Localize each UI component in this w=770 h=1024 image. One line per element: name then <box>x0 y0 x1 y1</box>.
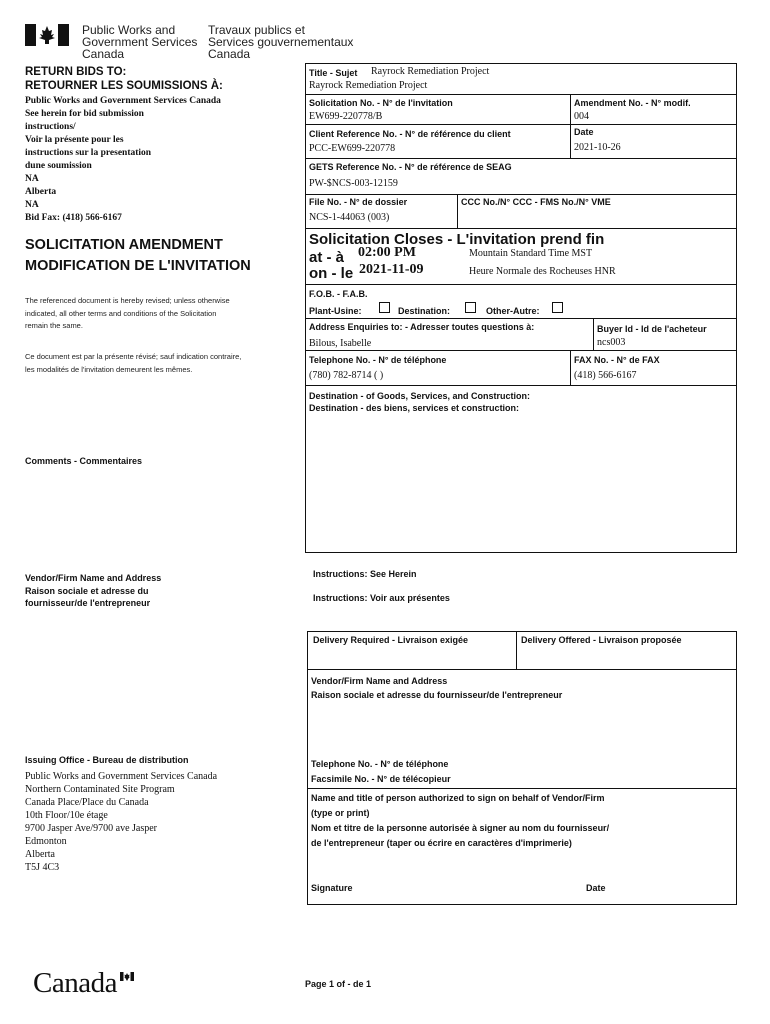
amendment-text-fr: Ce document est par la présente révisé; sauf indication contraire, les modalités de l'invitation demeurent les mêmes. <box>25 352 242 374</box>
amendment-number-label: Amendment No. - N° modif. <box>574 98 691 108</box>
issuing-office-address: Public Works and Government Services Canada Northern Contaminated Site Program Canada Place/Place du Canada 10th Floor/10e étage 9700 Jasper Ave/9700 ave Jasper Edmonton Alberta T5J 4C3 <box>25 771 218 873</box>
wordmark-flag-icon <box>120 968 134 977</box>
solicitation-closes-label: Solicitation Closes - L'invitation prend fin <box>309 231 605 248</box>
gets-reference-value: PW-$NCS-003-12159 <box>309 178 398 189</box>
vendor-facsimile-label: Facsimile No. - N° de télécopieur <box>311 774 451 784</box>
solicitation-number-value: EW699-220778/B <box>309 111 383 122</box>
other-autre-checkbox[interactable] <box>552 302 563 313</box>
vendor-firm-label: Vendor/Firm Name and Address Raison sociale et adresse du fournisseur/de l'entrepreneur <box>311 676 563 700</box>
gets-reference-label: GETS Reference No. - N° de référence de SEAG <box>309 162 512 172</box>
title-value: Rayrock Remediation Project <box>371 66 490 77</box>
timezone-en: Mountain Standard Time MST <box>469 248 593 259</box>
at-label: at - à <box>309 249 345 266</box>
timezone-fr: Heure Normale des Rocheuses HNR <box>469 266 616 277</box>
amendment-number-value: 004 <box>574 111 589 122</box>
instructions-fr: Instructions: Voir aux présentes <box>313 593 450 603</box>
page-number: Page 1 of - de 1 <box>305 979 372 989</box>
signature-label: Signature <box>311 883 353 893</box>
file-number-value: NCS-1-44063 (003) <box>309 212 390 223</box>
address-enquiries-label: Address Enquiries to: - Adresser toutes questions à: <box>309 322 535 332</box>
destination-label: Destination: <box>398 306 451 316</box>
return-bids-title: RETURN BIDS TO: RETOURNER LES SOUMISSIONS À: <box>25 66 223 92</box>
telephone-value: (780) 782-8714 ( ) <box>309 370 384 381</box>
issuing-office-label: Issuing Office - Bureau de distribution <box>25 755 189 765</box>
canada-wordmark-logo: Canada <box>33 967 117 999</box>
comments-label: Comments - Commentaires <box>25 456 143 466</box>
destination-goods-label: Destination - of Goods, Services, and Construction: Destination - des biens, services et construction: <box>309 391 531 413</box>
plant-usine-checkbox[interactable] <box>379 302 390 313</box>
plant-usine-label: Plant-Usine: <box>309 306 362 316</box>
title-label: Title - Sujet <box>309 68 358 78</box>
vendor-firm-label-left: Vendor/Firm Name and Address Raison sociale et adresse du fournisseur/de l'entrepreneur <box>25 573 162 608</box>
buyer-id-label: Buyer Id - Id de l'acheteur <box>597 324 707 334</box>
destination-checkbox[interactable] <box>465 302 476 313</box>
address-enquiries-value: Bilous, Isabelle <box>309 338 372 349</box>
buyer-id-value: ncs003 <box>597 337 626 348</box>
solicitation-number-label: Solicitation No. - N° de l'invitation <box>309 98 453 108</box>
other-autre-label: Other-Autre: <box>486 306 540 316</box>
closing-time-value: 02:00 PM <box>358 245 416 260</box>
fob-label: F.O.B. - F.A.B. <box>309 289 368 299</box>
date-value: 2021-10-26 <box>574 142 621 153</box>
department-name-fr: Travaux publics et Services gouvernementaux Canada <box>208 23 354 61</box>
canada-flag-logo <box>25 24 69 46</box>
amendment-text-en: The referenced document is hereby revised; unless otherwise indicated, all other terms and conditions of the Solicitation remain the same. <box>25 296 230 330</box>
delivery-offered-label: Delivery Offered - Livraison proposée <box>521 635 682 645</box>
instructions-en: Instructions: See Herein <box>313 569 417 579</box>
client-reference-label: Client Reference No. - N° de référence du client <box>309 129 511 139</box>
department-name-en: Public Works and Government Services Canada <box>82 23 198 61</box>
fax-value: (418) 566-6167 <box>574 370 637 381</box>
ccc-number-label: CCC No./N° CCC - FMS No./N° VME <box>461 197 611 207</box>
title-value-line2: Rayrock Remediation Project <box>309 80 428 91</box>
fax-label: FAX No. - N° de FAX <box>574 355 660 365</box>
signature-date-label: Date <box>586 883 606 893</box>
on-label: on - le <box>309 265 354 282</box>
file-number-label: File No. - N° de dossier <box>309 197 408 207</box>
amendment-title: SOLICITATION AMENDMENT MODIFICATION DE L'INVITATION <box>25 237 251 274</box>
delivery-required-label: Delivery Required - Livraison exigée <box>313 635 469 645</box>
authorized-signer-label: Name and title of person authorized to sign on behalf of Vendor/Firm (type or print) Nom et titre de la personne autorisée à signer au nom du fournisseur/ de l'entrepreneur (taper ou écrire en caractères d'imprimerie) <box>311 793 610 848</box>
closing-date-value: 2021-11-09 <box>359 262 424 277</box>
client-reference-value: PCC-EW699-220778 <box>309 143 396 154</box>
vendor-telephone-label: Telephone No. - N° de téléphone <box>311 759 449 769</box>
return-bids-address: Public Works and Government Services Canada See herein for bid submission instructions/ Voir la présente pour les instructions sur la presentation dune soumission NA Alberta NA Bid Fax: (418) 566-6167 <box>25 96 221 223</box>
telephone-label: Telephone No. - N° de téléphone <box>309 355 447 365</box>
date-label: Date <box>574 127 594 137</box>
